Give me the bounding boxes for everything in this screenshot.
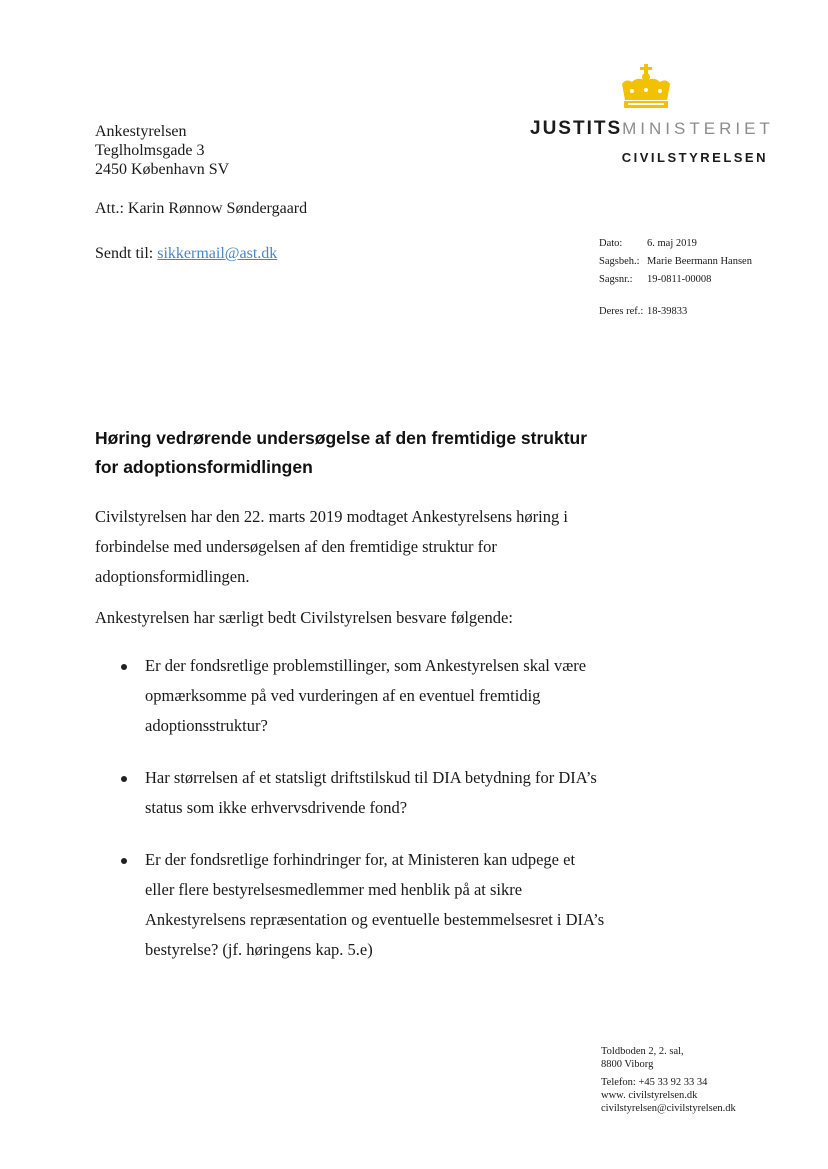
heading-line-1: Høring vedrørende undersøgelse af den fremtidige struktur — [95, 428, 588, 448]
attention-line: Att.: Karin Rønnow Søndergaard — [95, 200, 308, 217]
list-item-text: Er der fondsretlige problemstillinger, som Ankestyrelsen skal være opmærksomme på ved vurderingen af en eventuel fremtidig adoptionsstruktur? — [145, 656, 587, 735]
wordmark-light: MINISTERIET — [622, 119, 774, 138]
date-value: 6. maj 2019 — [647, 238, 697, 249]
question-list — [95, 651, 607, 987]
meta-date — [599, 234, 697, 254]
heading-line-2: for adoptionsformidlingen — [95, 457, 313, 477]
footer-web: www. civilstyrelsen.dk — [601, 1090, 698, 1101]
sent-to-email-link[interactable]: sikkermail@ast.dk — [157, 245, 278, 262]
recipient-name: Ankestyrelsen — [95, 123, 187, 140]
case-number-label: Sagsnr.: — [599, 274, 633, 285]
sender-footer — [601, 1045, 736, 1115]
list-item-text: Har størrelsen af et statsligt driftstilskud til DIA betydning for DIA’s status som ikke erhvervsdrivende fond? — [145, 768, 597, 817]
bullet-icon — [121, 858, 127, 864]
your-ref-value: 18-39833 — [647, 306, 688, 317]
letter-heading — [95, 424, 655, 482]
recipient-city: 2450 København SV — [95, 161, 230, 178]
meta-case-handler — [599, 252, 752, 272]
agency-wordmark: CIVILSTYRELSEN — [621, 150, 768, 165]
meta-case-number — [599, 270, 711, 290]
lead-paragraph: Ankestyrelsen har særligt bedt Civilstyrelsen besvare følgende: — [95, 608, 513, 627]
list-item — [95, 763, 607, 823]
list-item — [95, 651, 607, 741]
recipient-street: Teglholmsgade 3 — [95, 142, 205, 159]
list-item-text: Er der fondsretlige forhindringer for, at Ministeren kan udpege et eller flere bestyrelsesmedlemmer med henblik på at sikre Ankestyrelsens repræsentation og eventuelle bestemmelsesret i DIA’s bestyrelse? (jf. høringens kap. 5.e) — [145, 850, 605, 959]
sent-to-label: Sendt til: — [95, 245, 158, 262]
sent-to-line — [95, 244, 277, 263]
footer-phone: Telefon: +45 33 92 33 34 — [601, 1077, 708, 1088]
intro-paragraph: Civilstyrelsen har den 22. marts 2019 modtaget Ankestyrelsens høring i forbindelse med undersøgelsen af den fremtidige struktur for adoptionsformidlingen. — [95, 507, 568, 586]
meta-your-ref — [599, 302, 687, 322]
footer-email: civilstyrelsen@civilstyrelsen.dk — [601, 1103, 736, 1114]
case-number-value: 19-0811-00008 — [647, 274, 712, 285]
list-item — [95, 845, 607, 965]
bullet-icon — [121, 776, 127, 782]
case-handler-label: Sagsbeh.: — [599, 256, 640, 267]
case-handler-value: Marie Beermann Hansen — [647, 256, 752, 267]
your-ref-label: Deres ref.: — [599, 306, 644, 317]
crown-logo-icon — [618, 64, 674, 112]
date-label: Dato: — [599, 238, 623, 249]
footer-address-1: Toldboden 2, 2. sal, — [601, 1046, 684, 1057]
bullet-icon — [121, 664, 127, 670]
footer-address-2: 8800 Viborg — [601, 1059, 654, 1070]
wordmark-bold: JUSTITS — [530, 118, 623, 139]
ministry-wordmark — [530, 118, 774, 140]
